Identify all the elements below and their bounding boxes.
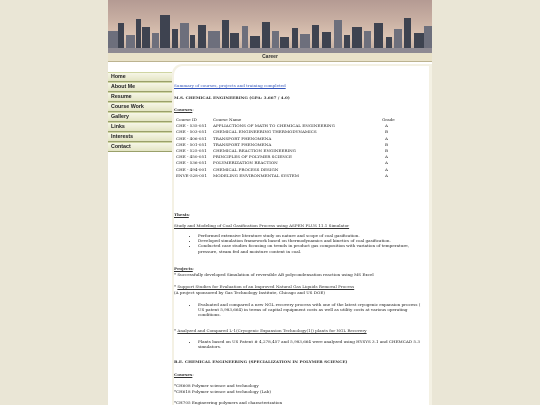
thesis-title[interactable]: Study and Modeling of Coal Gasification Process using ASPEN PLUS 11.1 Simulator xyxy=(174,223,350,228)
project-2-link[interactable]: Support Studies for Evaluation of an Improved Natural Gas Liquids Removal Process xyxy=(177,284,355,289)
project-3-bullets xyxy=(174,339,424,349)
nav-contact[interactable]: Contact xyxy=(108,142,172,152)
be-course-1: *CH608 Polymer science and technology xyxy=(174,383,259,388)
list-item: • Performed extensive literature study on nature and scope of coal gasification. xyxy=(198,233,424,238)
course-id: CHE - 494-001 xyxy=(176,166,207,172)
be-course-2: *CH618 Polymer science and technology (Lab) xyxy=(174,389,271,394)
thesis-label: Thesis: xyxy=(174,212,191,217)
course-name: TRANSPORT PHENOMENA xyxy=(213,135,272,141)
nav-about-me[interactable]: About Me xyxy=(108,82,172,92)
be-course-3: *CH705 Engineering polymers and characterization xyxy=(174,400,283,405)
sidebar-nav xyxy=(108,72,172,152)
main-content xyxy=(174,66,429,405)
nav-resume[interactable]: Resume xyxy=(108,92,172,102)
nav-course-work[interactable]: Course Work xyxy=(108,102,172,112)
course-name: MODELING ENVIRONMENTAL SYSTEM xyxy=(213,172,299,178)
course-grade: B xyxy=(385,141,389,147)
banner-caption: Career xyxy=(108,53,432,62)
table-row xyxy=(176,173,395,179)
be-courses-label: Courses: xyxy=(174,372,194,377)
nav-interests[interactable]: Interests xyxy=(108,132,172,142)
project-2-bullets xyxy=(174,302,424,318)
list-item: • Evaluated and compared a new NGL recovery process with one of the latest cryogenic expansion process ( US patent 5,983,664) in terms of capital equipment costs as well as utility costs at various operating conditions. xyxy=(198,302,424,318)
project-1: * Successfully developed Simulation of reversible AB polycondensation reaction using MS Excel xyxy=(174,272,374,277)
course-grade: A xyxy=(385,135,388,141)
course-grade: B xyxy=(385,148,389,154)
project-3-link[interactable]: Analyzed and Compared L-1(Cryogenic Expansion Technology(1)) plants for NGL Recovery xyxy=(177,328,367,333)
skyline-banner xyxy=(108,0,432,53)
course-grade: A xyxy=(385,123,388,129)
course-grade: A xyxy=(385,172,388,178)
project-2-sponsor: (A project sponsored by Gas Technology Institute, Chicago and US DOE) xyxy=(174,290,325,295)
projects-label: Projects: xyxy=(174,266,195,271)
course-grade: A xyxy=(385,154,388,160)
ms-heading: M.S. CHEMICAL ENGINEERING (GPA: 3.667 / 4.0) xyxy=(174,95,290,100)
list-item: • Conducted case studies focusing on trends in product gas composition with variation of temperature, pressure, steam fed and moisture content in coal. xyxy=(198,243,424,253)
course-name: TRANSPORT PHENOMENA xyxy=(213,141,272,147)
course-id: CHE - 535-051 xyxy=(176,123,207,129)
list-item: • Developed simulation framework based on thermodynamics and kinetics of coal gasification. xyxy=(198,238,424,243)
header-course-id: Course ID xyxy=(176,117,197,122)
course-name: CHEMICAL ENGINEERING THERMODYNAMICS xyxy=(213,129,317,135)
course-id: CHE - 525-051 xyxy=(176,148,207,154)
course-name: PRINCIPLES OF POLYMER SCIENCE xyxy=(213,154,292,160)
header-course-name: Course Name xyxy=(213,117,242,122)
project-3: * Analyzed and Compared L-1(Cryogenic Expansion Technology(1)) plants for NGL Recovery xyxy=(174,328,367,333)
course-id: CHE - 450-051 xyxy=(176,154,207,160)
course-id: ENVE-528-051 xyxy=(176,172,207,178)
course-id: CHE - 406-051 xyxy=(176,135,207,141)
course-name: APPLIACTIONS OF MATH TO CHEMICAL ENGINEERING xyxy=(213,123,335,129)
course-grade: B xyxy=(385,129,389,135)
be-heading: B.E. CHEMICAL ENGINEERING (SPECIALIZATION IN POLYMER SCIENCE) xyxy=(174,359,348,364)
header-grade: Grade xyxy=(382,117,395,122)
courses-table xyxy=(176,117,395,179)
course-name: CHEMICAL REACTION ENGINEERING xyxy=(213,148,296,154)
course-id: CHE - 536-051 xyxy=(176,160,207,166)
ms-courses-label: Courses: xyxy=(174,107,194,112)
course-id: CHE - 503-051 xyxy=(176,129,207,135)
course-name: POLYMERIZATION REACTION xyxy=(213,160,278,166)
course-id: CHE - 501-051 xyxy=(176,141,207,147)
course-name: CHEMICAL PROCESS DESIGN xyxy=(213,166,279,172)
page-frame xyxy=(108,0,432,405)
course-grade: A xyxy=(385,166,388,172)
nav-links[interactable]: Links xyxy=(108,122,172,132)
nav-home[interactable]: Home xyxy=(108,72,172,82)
course-grade: A xyxy=(385,160,388,166)
project-2: * Support Studies for Evaluation of an Improved Natural Gas Liquids Removal Process xyxy=(174,284,355,289)
summary-link[interactable]: Summary of courses, projects and training completed xyxy=(174,83,286,88)
nav-gallery[interactable]: Gallery xyxy=(108,112,172,122)
thesis-bullets xyxy=(174,233,424,254)
list-item: • Plants based on US Patent # 4,278,457 and 5,983,664 were analyzed using HYSYS 3.1 and CHEMCAD 5.3 simulators. xyxy=(198,339,424,349)
